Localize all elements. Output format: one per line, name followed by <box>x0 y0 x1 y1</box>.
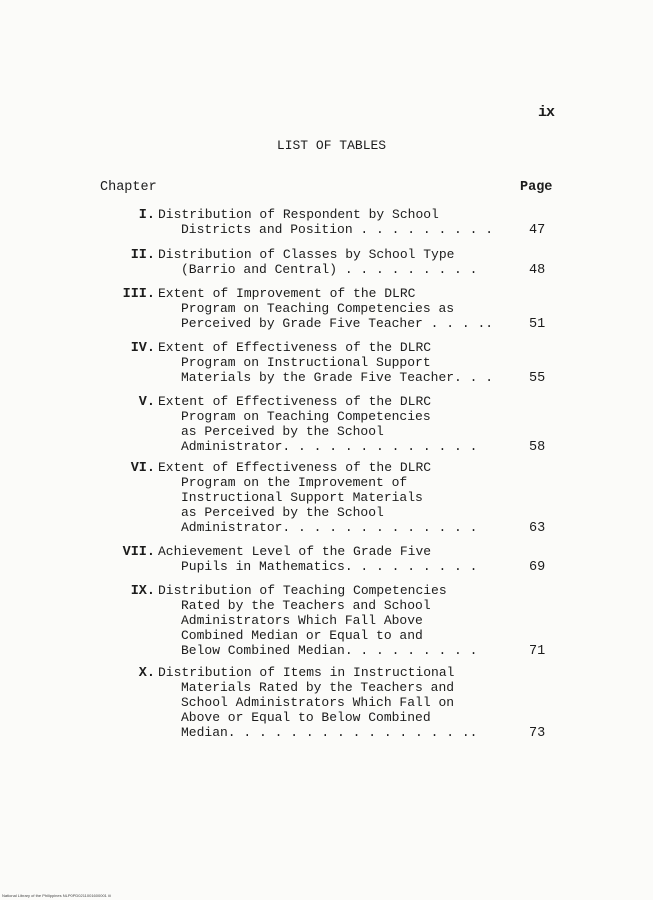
toc-entry <box>100 395 560 465</box>
entry-title-line: (Barrio and Central) . . . . . . . . . <box>181 262 478 277</box>
entry-title-line: Program on Teaching Competencies as <box>181 301 455 316</box>
entry-title-line: Distribution of Respondent by School <box>158 207 439 222</box>
entry-title-line: Distribution of Teaching Competencies <box>158 583 447 598</box>
entry-page-number: 48 <box>529 263 546 278</box>
entry-number: II. <box>130 248 155 263</box>
entry-title-line: Program on Instructional Support <box>181 355 431 370</box>
toc-entry <box>100 583 560 659</box>
toc-entry <box>100 460 560 536</box>
entry-title-line: as Perceived by the School <box>181 505 384 520</box>
entry-number: I. <box>138 208 155 223</box>
entry-number: VII. <box>122 545 155 560</box>
entry-title-line: Extent of Effectiveness of the DLRC <box>158 340 432 355</box>
entry-title-line: Extent of Improvement of the DLRC <box>158 286 416 301</box>
entry-page-number: 63 <box>529 521 546 536</box>
entry-page-number: 58 <box>529 440 546 455</box>
entry-page-number: 51 <box>529 317 546 332</box>
entry-title-line: Administrator. . . . . . . . . . . . . <box>181 520 478 535</box>
entry-title-line: Distribution of Items in Instructional <box>158 665 455 680</box>
page-title: LIST OF TABLES <box>276 138 387 153</box>
entry-page-number: 73 <box>529 726 546 741</box>
entry-title-line: Above or Equal to Below Combined <box>181 710 431 725</box>
entry-title-line: Extent of Effectiveness of the DLRC <box>158 460 432 475</box>
entry-number: IV. <box>130 341 155 356</box>
entry-title-line: as Perceived by the School <box>181 424 384 439</box>
entry-page-number: 47 <box>529 223 546 238</box>
entry-title-line: Materials by the Grade Five Teacher. . . <box>181 370 494 385</box>
entry-title-line: Districts and Position . . . . . . . . . <box>181 222 494 237</box>
entry-title-line: Pupils in Mathematics. . . . . . . . . <box>181 559 478 574</box>
entry-title-line: School Administrators Which Fall on <box>181 695 455 710</box>
entry-title-line: Below Combined Median. . . . . . . . . <box>181 643 478 658</box>
entry-title-line: Extent of Effectiveness of the DLRC <box>158 394 432 409</box>
chapter-column-header: Chapter <box>100 180 157 195</box>
entry-title-line: Administrator. . . . . . . . . . . . . <box>181 439 478 454</box>
entry-page-number: 71 <box>529 644 546 659</box>
entry-number: VI. <box>130 461 155 476</box>
page-column-header: Page <box>520 180 553 195</box>
entry-title-line: Rated by the Teachers and School <box>181 598 431 613</box>
entry-title-line: Materials Rated by the Teachers and <box>181 680 455 695</box>
entry-number: IX. <box>130 584 155 599</box>
entry-page-number: 69 <box>529 560 546 575</box>
entry-title-line: Perceived by Grade Five Teacher . . . .. <box>181 316 494 331</box>
entry-title-line: Combined Median or Equal to and <box>181 628 423 643</box>
entry-page-number: 55 <box>529 371 546 386</box>
entry-number: X. <box>138 666 155 681</box>
scan-footer: National Library of the Philippines NLP0PD0211001600001 iii <box>2 893 111 898</box>
entry-title-line: Median. . . . . . . . . . . . . . . .. <box>181 725 478 740</box>
entry-title-line: Distribution of Classes by School Type <box>158 247 455 262</box>
toc-entry <box>100 665 560 741</box>
entry-title-line: Achievement Level of the Grade Five <box>158 544 432 559</box>
entry-title-line: Instructional Support Materials <box>181 490 423 505</box>
entry-number: V. <box>138 395 155 410</box>
entry-title-line: Program on the Improvement of <box>181 475 408 490</box>
page-number: ix <box>538 104 555 121</box>
entry-number: III. <box>122 287 155 302</box>
entry-title-line: Program on Teaching Competencies <box>181 409 431 424</box>
entry-title-line: Administrators Which Fall Above <box>181 613 423 628</box>
